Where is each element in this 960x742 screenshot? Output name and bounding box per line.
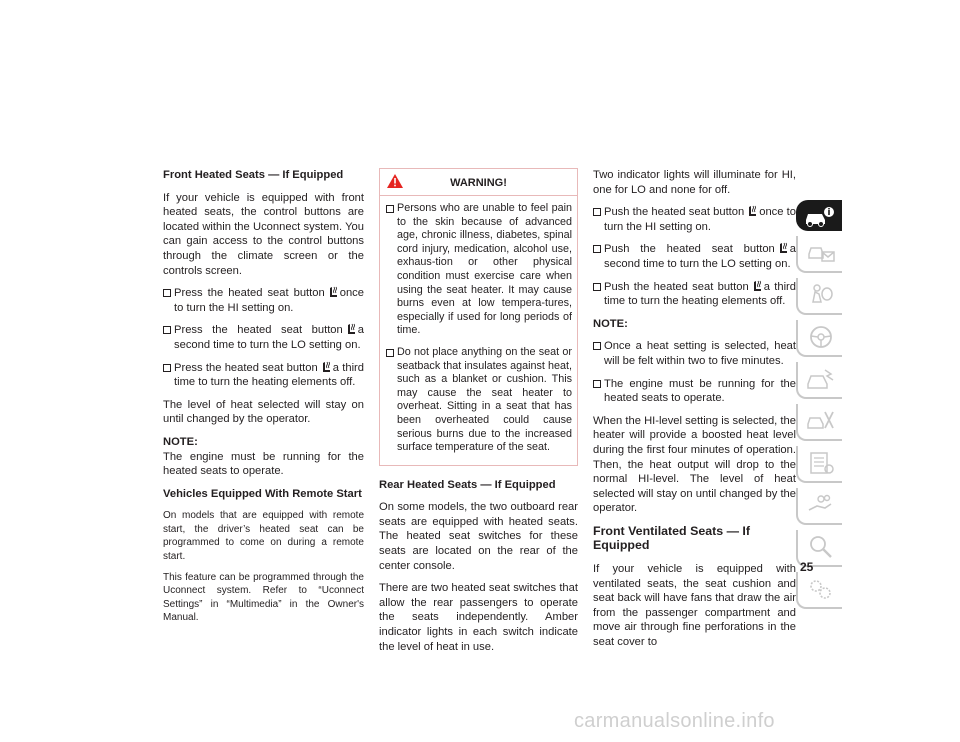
tab-in-case-of-emergency[interactable] xyxy=(796,362,842,399)
warning-title: WARNING! xyxy=(450,177,507,189)
checkbox-bullet-icon xyxy=(386,349,394,357)
mail-envelope-icon xyxy=(805,240,837,266)
section-heading-front-heated: Front Heated Seats — If Equipped xyxy=(163,169,344,181)
tab-settings[interactable] xyxy=(796,572,842,609)
tab-starting-operating[interactable] xyxy=(796,320,842,357)
section-heading-remote-start: Vehicles Equipped With Remote Start xyxy=(163,487,362,500)
list-item: Push the heated seat button a second time to turn the LO setting on. xyxy=(593,242,796,271)
heated-seat-icon xyxy=(751,280,762,292)
paragraph: If your vehicle is equipped with front heated seats, the control buttons are located within the Uconnect system. You can gain access to the control buttons through the climate screen or the controls screen. xyxy=(163,191,364,277)
tab-instrument-panel[interactable] xyxy=(796,236,842,273)
note-text: The engine must be running for the heated seats to operate. xyxy=(163,450,364,478)
paragraph: There are two heated seat switches that allow the rear passengers to operate the seats independently. Amber indicator lights in each switch indicate the level of heat in use. xyxy=(379,582,578,653)
tab-servicing-maintenance[interactable] xyxy=(796,404,842,441)
note-label: NOTE: xyxy=(593,317,628,330)
hand-coins-icon xyxy=(805,492,837,518)
car-tools-icon xyxy=(805,408,837,434)
paragraph: Two indicator lights will illuminate for HI, one for LO and none for off. xyxy=(593,169,796,196)
column-2 xyxy=(379,168,578,662)
heated-seat-icon xyxy=(345,323,356,335)
heated-seat-icon xyxy=(320,361,331,373)
warning-item: Do not place anything on the seat or seatback that insulates against heat, such as a blanket or cushion. This may cause the seat heater to overheat. Sitting in a seat that has been overheated could cause serious burns due to the increased surface temperature of the seat. xyxy=(386,346,572,455)
note-item: Once a heat setting is selected, heat will be felt within two to five minutes. xyxy=(593,339,796,368)
list-item: Press the heated seat button once to turn the HI setting on. xyxy=(163,286,364,315)
car-info-icon xyxy=(803,204,835,228)
checkbox-bullet-icon xyxy=(593,245,601,253)
paragraph: If your vehicle is equipped with ventilated seats, the seat cushion and seat back will have fans that draw the air from the passenger compartment and move air through fine perforations in the seat cover to xyxy=(593,563,796,649)
tab-customer-assistance[interactable] xyxy=(796,488,842,525)
heated-seat-icon xyxy=(327,286,338,298)
warning-body xyxy=(380,196,577,465)
paragraph: This feature can be programmed through the Uconnect system. Refer to “Uconnect Settings” in “Multimedia” in the Owner's Manual. xyxy=(163,571,364,624)
magnifier-icon xyxy=(805,534,837,560)
tab-safety[interactable] xyxy=(796,278,842,315)
checkbox-bullet-icon xyxy=(593,342,601,350)
chapter-tabs xyxy=(796,200,842,614)
note-label: NOTE: xyxy=(163,435,198,448)
tab-getting-to-know-vehicle[interactable] xyxy=(796,200,842,231)
settings-gears-icon xyxy=(805,576,837,602)
tab-technical-specifications[interactable] xyxy=(796,446,842,483)
paragraph: On some models, the two outboard rear seats are equipped with heated seats. The heated seat switches for these seats are located on the rear of the center console. xyxy=(379,501,578,572)
paragraph: When the HI-level setting is selected, the heater will provide a boosted heat level during the first four minutes of operation. Then, the heat output will drop to the normal HI-level. The level of heat selected will stay on until changed by the operator. xyxy=(593,414,796,515)
paragraph: On models that are equipped with remote start, the driver’s heated seat can be programmed to come on during a remote start. xyxy=(163,510,364,562)
warning-item: Persons who are unable to feel pain to the skin because of advanced age, chronic illness, diabetes, spinal cord injury, medication, alcohol use, exhaus-tion or other physical condition must exercise care when using the seat heater. It may cause burns even at low tempera-tures, especially if used for long periods of time. xyxy=(386,202,572,338)
checklist-icon xyxy=(805,450,837,476)
column-1 xyxy=(163,168,364,633)
paragraph: The level of heat selected will stay on until changed by the operator. xyxy=(163,398,364,426)
checkbox-bullet-icon xyxy=(163,326,171,334)
list-item: Press the heated seat button a third time to turn the heating elements off. xyxy=(163,361,364,390)
checkbox-bullet-icon xyxy=(163,289,171,297)
list-item: Push the heated seat button once to turn the HI setting on. xyxy=(593,205,796,234)
warning-box xyxy=(379,168,578,466)
checkbox-bullet-icon xyxy=(593,208,601,216)
section-heading-rear-heated: Rear Heated Seats — If Equipped xyxy=(379,478,556,491)
note-item: The engine must be running for the heated seats to operate. xyxy=(593,377,796,406)
column-3 xyxy=(593,168,796,658)
checkbox-bullet-icon xyxy=(593,380,601,388)
checkbox-bullet-icon xyxy=(386,205,394,213)
steering-wheel-icon xyxy=(805,324,837,350)
heated-seat-icon xyxy=(777,242,788,254)
airbag-person-icon xyxy=(805,282,837,308)
checkbox-bullet-icon xyxy=(163,364,171,372)
car-crash-icon xyxy=(805,366,837,392)
warning-header xyxy=(380,169,577,196)
heated-seat-icon xyxy=(746,205,757,217)
note-block xyxy=(163,435,364,479)
checkbox-bullet-icon xyxy=(593,283,601,291)
list-item: Press the heated seat button a second time to turn the LO setting on. xyxy=(163,323,364,352)
page-number: 25 xyxy=(800,560,814,574)
list-item: Push the heated seat button a third time to turn the heating elements off. xyxy=(593,280,796,309)
watermark: carmanualsonline.info xyxy=(574,710,775,732)
section-heading-ventilated: Front Ventilated Seats — If Equipped xyxy=(593,523,750,553)
